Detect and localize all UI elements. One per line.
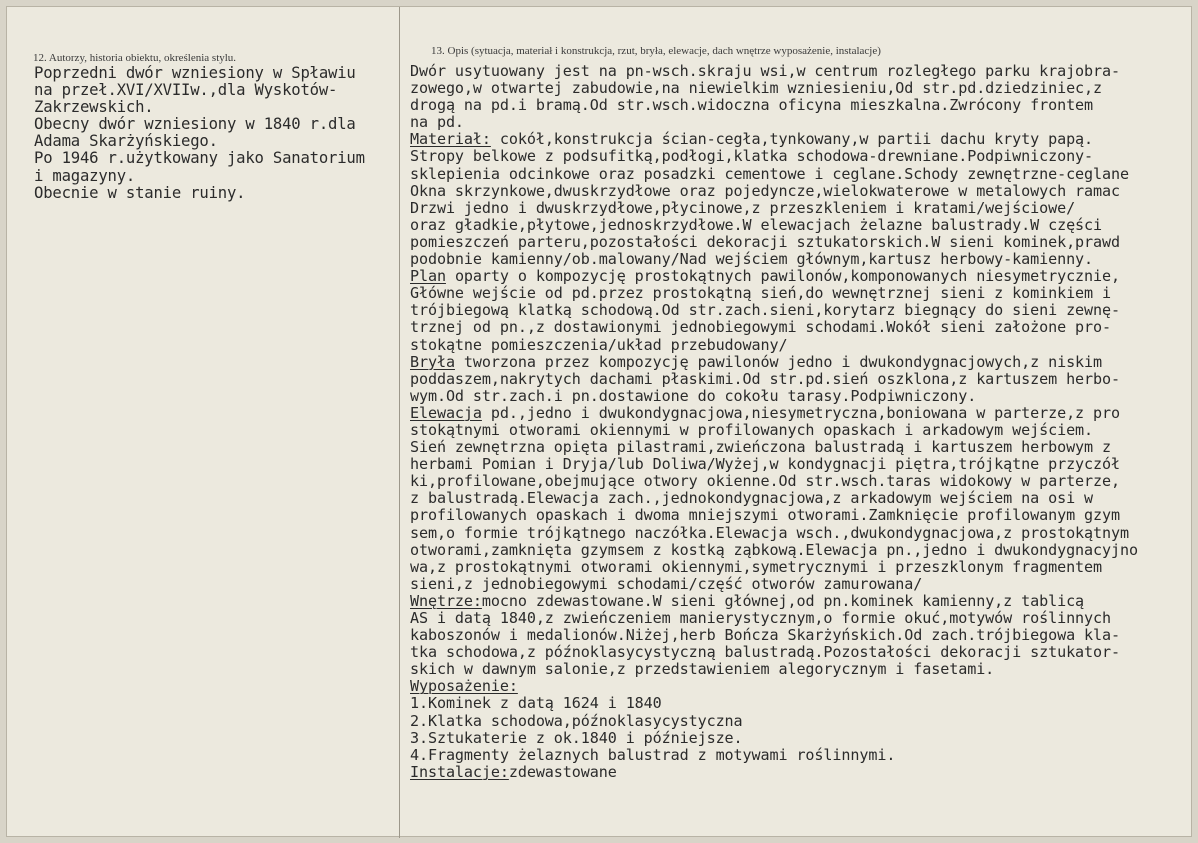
description-text-run: Stropy belkowe z podsufitką,podłogi,klatka schodowa-drewniane.Podpiwniczony- [410, 147, 1094, 166]
description-text-run: pd.,jedno i dwukondygnacjowa,niesymetryczna,boniowana w parterze,z pro [481, 403, 1120, 422]
section-label: Instalacje: [410, 762, 509, 781]
description-line [410, 593, 1198, 610]
description-line [410, 439, 1198, 456]
description-line [410, 80, 1198, 97]
description-text-run: ki,profilowane,obejmujące otwory okienne.Od str.wsch.taras widokowy w parterze, [410, 472, 1120, 491]
description-line [410, 183, 1198, 200]
description-text-run: Sień zewnętrzna opięta pilastrami,zwieńczona balustradą i kartuszem herbowym z [410, 438, 1112, 457]
column-divider [399, 7, 400, 838]
description-text-run: skich w dawnym salonie,z przedstawieniem alegorycznym i fasetami. [410, 660, 995, 679]
description-text-run: Dwór usytuowany jest na pn-wsch.skraju wsi,w centrum rozległego parku krajobra- [410, 62, 1120, 80]
description-text-run: zdewastowane [508, 762, 617, 781]
description-line [410, 217, 1198, 234]
history-line: i magazyny. [34, 166, 136, 185]
description-line [410, 576, 1198, 593]
section-label: Plan [410, 267, 446, 286]
description-line [410, 251, 1198, 268]
description-line [410, 730, 1198, 747]
description-line [410, 200, 1198, 217]
description-text-run: poddaszem,nakrytych dachami płaskimi.Od str.pd.sień oszklona,z kartuszem herbo- [410, 369, 1120, 388]
section-label: Wnętrze: [410, 591, 482, 610]
description-line [410, 148, 1198, 165]
description-text-run: oparty o kompozycję prostokątnych pawilonów,komponowanych niesymetrycznie, [445, 267, 1120, 286]
description-line [410, 610, 1198, 627]
history-line: Poprzedni dwór wzniesiony w Spławiu [34, 64, 356, 82]
description-line [410, 131, 1198, 148]
description-text-run: profilowanych opaskach i dwoma mniejszymi otworami.Zamknięcie profilowanym gzym [410, 506, 1120, 525]
section-12-heading: 12. Autorzy, historia obiektu, określenia stylu. [33, 52, 237, 64]
description-text-run: wym.Od str.zach.i pn.dostawione do cokołu tarasy.Podpiwniczony. [410, 386, 977, 405]
description-text-run: z balustradą.Elewacja zach.,jednokondygnacjowa,z arkadowym wejściem na osi w [410, 489, 1094, 508]
description-line [410, 747, 1198, 764]
description-line [410, 473, 1198, 490]
description-text-run: AS i datą 1840,z zwieńczeniem manierystycznym,o formie okuć,motywów roślinnych [410, 609, 1112, 627]
description-line [410, 285, 1198, 302]
section-label: Elewacja [410, 403, 482, 422]
description-text-run: podobnie kamienny/ob.malowany/Nad wejściem głównym,kartusz herbowy-kamienny. [410, 250, 1094, 269]
description-line [410, 63, 1198, 80]
history-line: na przeł.XVI/XVIIw.,dla Wyskotów- [34, 81, 338, 100]
description-text-run: sieni,z jednobiegowymi schodami/część otworów zamurowana/ [410, 574, 923, 593]
description-line [410, 627, 1198, 644]
description-text-run: oraz gładkie,płytowe,jednoskrzydłowe.W elewacjach żelazne balustrady.W części [410, 215, 1103, 234]
description-text-run: otworami,zamknięta gzymsem z kostką ząbkową.Elewacja pn.,jedno i dwukondygnacyjno [410, 540, 1138, 559]
description-text-run: drogą na pd.i bramą.Od str.wsch.widoczna oficyna mieszkalna.Zwrócony frontem [410, 96, 1094, 115]
description-line [410, 422, 1198, 439]
description-line [410, 507, 1198, 524]
description-line [410, 319, 1198, 336]
description-line [410, 405, 1198, 422]
description-text-run: wa,z prostokątnymi otworami okiennymi,symetrycznymi i przeszklonym fragmentem [410, 557, 1103, 576]
history-line: Obecnie w stanie ruiny. [34, 183, 246, 202]
description-text-run: kaboszonów i medalionów.Niżej,herb Bończa Skarżyńskich.Od zach.trójbiegowa kla- [410, 626, 1120, 645]
description-line [410, 559, 1198, 576]
description-text-run: sem,o formie trójkątnego naczółka.Elewacja wsch.,dwukondygnacjowa,z prostokątnym [410, 523, 1129, 542]
description-text-run: mocno zdewastowane.W sieni głównej,od pn.kominek kamienny,z tablicą [481, 591, 1085, 610]
history-text [34, 65, 394, 202]
description-text-run: trójbiegową klatką schodową.Od str.zach.sieni,korytarz biegnący do sieni zewnę- [410, 301, 1120, 320]
description-line [410, 644, 1198, 661]
description-text-run: Drzwi jedno i dwuskrzydłowe,płycinowe,z przeszkleniem i kratami/wejściowe/ [410, 198, 1076, 217]
description-text [410, 63, 1198, 781]
description-line [410, 114, 1198, 131]
description-text-run: trznej od pn.,z dostawionymi jednobiegowymi schodami.Wokół sieni założone pro- [410, 318, 1112, 337]
history-line: Zakrzewskich. [34, 98, 154, 117]
section-label: Wyposażenie: [410, 677, 518, 696]
description-text-run: sklepienia odcinkowe oraz posadzki cementowe i ceglane.Schody zewnętrzne-ceglane [410, 164, 1129, 183]
description-line [410, 490, 1198, 507]
description-line [410, 166, 1198, 183]
description-text-run: 2.Klatka schodowa,późnoklasycystyczna [410, 711, 743, 730]
description-text-run: 1.Kominek z datą 1624 i 1840 [410, 694, 662, 713]
description-line [410, 695, 1198, 712]
description-line [410, 525, 1198, 542]
description-text-run: zowego,w otwartej zabudowie,na niewielkim wzniesieniu,Od str.pd.dziedziniec,z [410, 79, 1103, 98]
history-line: Adama Skarżyńskiego. [34, 132, 218, 151]
description-line [410, 354, 1198, 371]
description-text-run: Główne wejście od pd.przez prostokątną sień,do wewnętrznej sieni z kominkiem i [410, 284, 1112, 303]
description-line [410, 234, 1198, 251]
inventory-card [6, 6, 1192, 837]
description-text-run: herbami Pomian i Dryja/lub Doliwa/Wyżej,w kondygnacji piętra,trójkątne przyczół [410, 455, 1120, 474]
description-line [410, 456, 1198, 473]
history-line: Po 1946 r.użytkowany jako Sanatorium [34, 149, 365, 168]
description-line [410, 97, 1198, 114]
description-text-run: tka schodowa,z późnoklasycystyczną balustradą.Pozostałości dekoracji sztukator- [410, 643, 1120, 662]
description-line [410, 678, 1198, 695]
description-line [410, 764, 1198, 781]
description-line [410, 371, 1198, 388]
description-text-run: 3.Sztukaterie z ok.1840 i późniejsze. [410, 728, 743, 747]
section-label: Bryła [410, 352, 455, 371]
description-text-run: tworzona przez kompozycję pawilonów jedno i dwukondygnacjowych,z niskim [454, 352, 1103, 371]
description-text-run: Okna skrzynkowe,dwuskrzydłowe oraz pojedyncze,wielokwaterowe w metalowych ramac [410, 181, 1120, 200]
description-text-run: stokątnymi otworami okiennymi w profilowanych opaskach i arkadowym wejściem. [410, 420, 1094, 439]
description-line [410, 661, 1198, 678]
description-line [410, 388, 1198, 405]
description-text-run: 4.Fragmenty żelaznych balustrad z motywami roślinnymi. [410, 745, 896, 764]
description-text-run: stokątne pomieszczenia/układ przebudowany/ [410, 335, 788, 354]
section-label: Materiał: [410, 130, 491, 149]
section-13-heading: 13. Opis (sytuacja, materiał i konstrukcja, rzut, bryła, elewacje, dach wnętrze wyposażenie, instalacje) [431, 45, 881, 57]
description-line [410, 268, 1198, 285]
description-line [410, 302, 1198, 319]
description-line [410, 542, 1198, 559]
description-line [410, 713, 1198, 730]
description-text-run: cokół,konstrukcja ścian-cegła,tynkowany,w partii dachu kryty papą. [490, 130, 1094, 149]
description-line [410, 337, 1198, 354]
description-text-run: pomieszczeń parteru,pozostałości dekoracji sztukatorskich.W sieni kominek,prawd [410, 232, 1120, 251]
description-text-run: na pd. [410, 113, 464, 132]
history-line: Obecny dwór wzniesiony w 1840 r.dla [34, 115, 356, 134]
